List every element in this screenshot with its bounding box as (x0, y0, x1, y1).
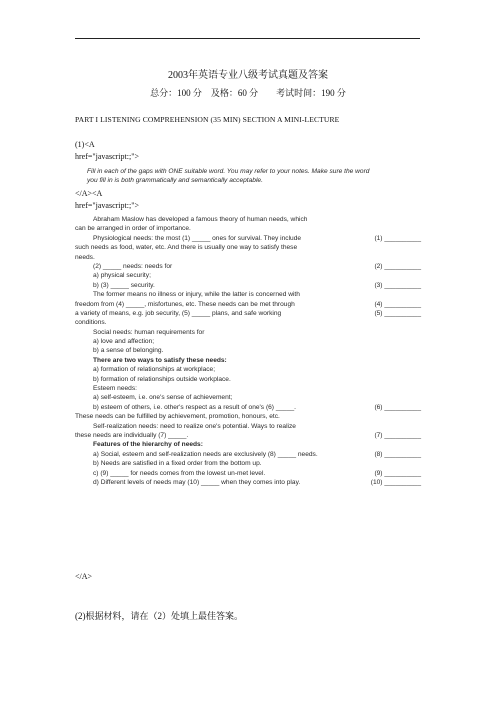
lecture-line: can be arranged in order of importance. (75, 225, 191, 233)
code-line: </A><A (75, 189, 103, 198)
lecture-line: The former means no illness or injury, while the latter is concerned with (93, 291, 300, 299)
lecture-line: a) formation of relationships at workplace; (93, 366, 216, 374)
code-line[interactable]: href="javascript:;"> (75, 152, 139, 161)
lecture-line: a) physical security; (93, 272, 151, 280)
lecture-line: such needs as food, water, etc. And there is usually one way to satisfy these (75, 244, 298, 252)
header-rule (75, 38, 420, 39)
lecture-line: freedom from (4) _____, misfortunes, etc. These needs can be met through (4) __________ (75, 300, 421, 308)
lecture-notes (75, 215, 421, 487)
lecture-line: these needs are individually (7) _____. (7) __________ (75, 431, 421, 439)
answer-blank: (4) __________ (374, 300, 421, 308)
page-title: 2003年英语专业八级考试真题及答案 (168, 70, 328, 81)
lecture-line: b) Needs are satisfied in a fixed order from the bottom up. (93, 460, 262, 468)
lecture-line: Abraham Maslow has developed a famous theory of human needs, which (93, 216, 308, 223)
lecture-line: Features of the hierarchy of needs: (93, 441, 203, 449)
lecture-line: b) esteem of others, i.e. other's respect as a result of one's (6) _____. (6) __________ (93, 403, 421, 411)
answer-blank: (10) __________ (370, 478, 421, 486)
lecture-line: a variety of means, e.g. job security, (5) _____ plans, and safe working (5) __________ (75, 309, 421, 317)
answer-blank: (9) __________ (374, 469, 421, 477)
lecture-line: Social needs: human requirements for (93, 328, 205, 336)
instruction-line: you fill in is both grammatically and semantically acceptable. (87, 177, 263, 184)
lecture-line: b) (3) _____ security. (3) __________ (93, 281, 421, 289)
lecture-line: c) (9) _____ for needs comes from the lowest un-met level. (9) __________ (93, 469, 421, 477)
code-line: (1)<A (75, 140, 95, 149)
lecture-line: a) Social, esteem and self-realization needs are exclusively (8) _____ needs. (8) __________ (93, 450, 421, 458)
answer-blank: (5) __________ (374, 309, 421, 317)
answer-blank: (1) __________ (374, 234, 421, 242)
lecture-line: There are two ways to satisfy these needs: (93, 356, 227, 364)
answer-blank: (8) __________ (374, 450, 421, 458)
lecture-line: These needs can be fulfilled by achievement, promotion, honours, etc. (75, 413, 280, 421)
lecture-line: Physiological needs: the most (1) _____ ones for survival. They include (1) __________ (93, 234, 421, 242)
exam-meta: 总分：100 分 及格：60 分 考试时间：190 分 (150, 88, 346, 98)
instruction-line: Fill in each of the gaps with ONE suitable word. You may refer to your notes. Make sure the word (87, 168, 370, 175)
answer-blank: (7) __________ (374, 431, 421, 439)
code-line: </A> (75, 572, 93, 581)
question-text: (2)根据材料，请在（2）处填上最佳答案。 (75, 611, 243, 621)
answer-blank: (6) __________ (374, 403, 421, 411)
lecture-line: a) love and affection; (93, 338, 155, 346)
code-line[interactable]: href="javascript:;"> (75, 201, 139, 210)
lecture-line: Esteem needs: (93, 385, 137, 393)
lecture-line: Self-realization needs: need to realize one's potential. Ways to realize (93, 422, 296, 430)
answer-blank: (2) __________ (374, 262, 421, 270)
lecture-line: a) self-esteem, i.e. one's sense of achievement; (93, 394, 233, 402)
lecture-line: b) formation of relationships outside workplace. (93, 375, 231, 383)
instruction-text (87, 167, 421, 185)
lecture-line: conditions. (75, 319, 107, 327)
lecture-line: b) a sense of belonging. (93, 347, 164, 355)
lecture-line: (2) _____ needs: needs for (2) __________ (93, 262, 421, 270)
lecture-line: needs. (75, 253, 95, 261)
lecture-line: d) Different levels of needs may (10) _____ when they comes into play. (10) __________ (93, 478, 421, 486)
part-heading: PART I LISTENING COMPREHENSION (35 MIN) SECTION A MINI-LECTURE (75, 115, 340, 124)
answer-blank: (3) __________ (374, 281, 421, 289)
